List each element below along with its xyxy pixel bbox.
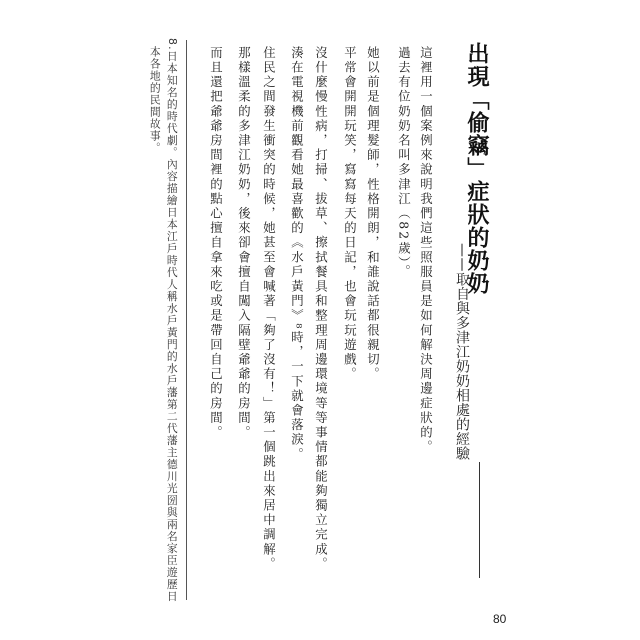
body-paragraph: 沒什麼慢性病，打掃、拔草、擦拭餐具和整理周邊環境等等事情都能夠獨立完成。 <box>313 46 329 572</box>
page-number: 80 <box>493 612 507 626</box>
body-paragraph: 過去有位奶奶名叫多津江（82歲）。 <box>396 46 412 279</box>
footnote-rule <box>186 40 187 600</box>
body-paragraph: 而且還把爺爺房間裡的點心擅自拿來吃或是帶回自己的房間。 <box>208 46 224 441</box>
subtitle-rule <box>479 462 480 578</box>
body-paragraph: 住民之間發生衝突的時候，她甚至會喊著「夠了沒有！」第一個跳出來居中調解。 <box>261 46 277 572</box>
chapter-title: 出現「偷竊」症狀的奶奶 <box>464 42 489 295</box>
body-paragraph: 這裡用一個案例來說明我們這些照服員是如何解決周邊症狀的。 <box>418 46 434 455</box>
body-paragraph: 那樣溫柔的多津江奶奶，後來卻會擅自闖入隔壁爺爺的房間。 <box>236 46 252 441</box>
body-paragraph: 平常會開開玩笑，寫寫每天的日記，也會玩玩遊戲。 <box>342 46 358 382</box>
footnote-text: 本各地的民間故事。 <box>148 46 162 154</box>
body-paragraph: 湊在電視機前觀看她最喜歡的《水戶黃門》⁸時，一下就會落淚。 <box>289 46 305 462</box>
footnote-text: 8.日本知名的時代劇。內容描繪日本江戶時代人稱水戶黃門的水戶藩第二代藩主德川光圀與兩名家臣遊歷日 <box>165 38 179 603</box>
chapter-subtitle: ——取自與多津江奶奶相處的經驗 <box>454 243 470 461</box>
body-paragraph: 她以前是個理髮師，性格開朗，和誰說話都很親切。 <box>365 46 381 382</box>
